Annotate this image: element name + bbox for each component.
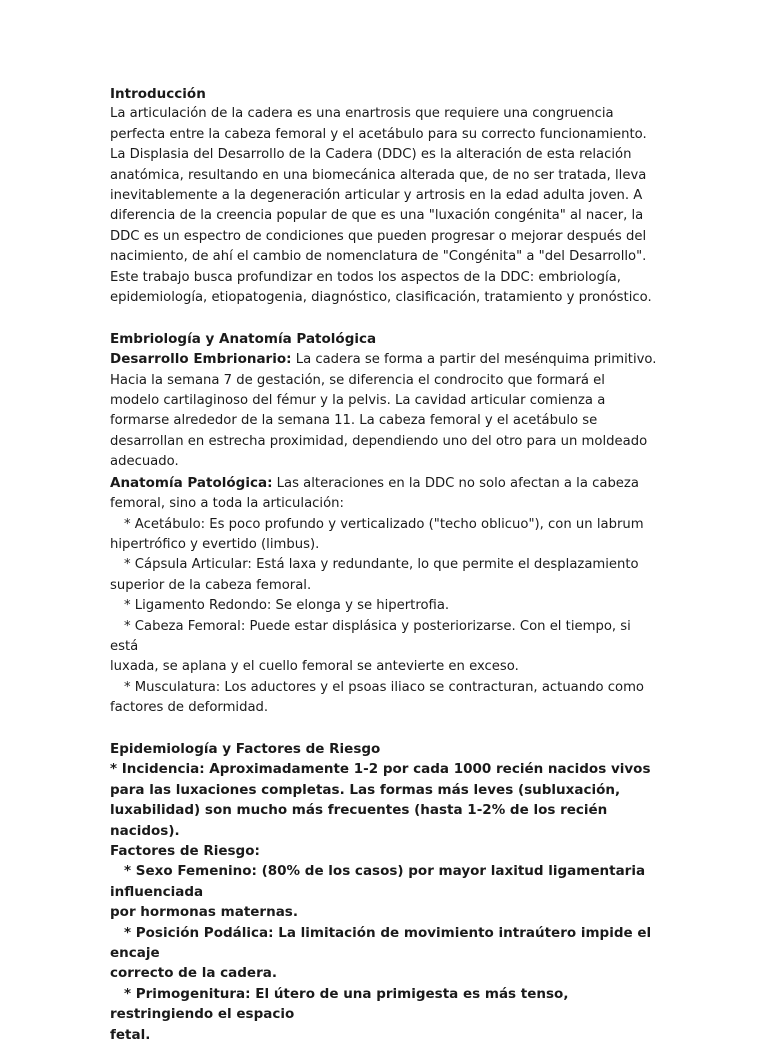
list-item-firstborn	[110, 984, 658, 1045]
pathological-anatomy-paragraph	[110, 473, 658, 515]
embryonic-development-paragraph	[110, 349, 658, 472]
list-item-text: factores de deformidad.	[110, 700, 269, 716]
list-item-text: * Posición Podálica: La limitación de movimiento intraútero impide el encaje	[110, 924, 652, 962]
list-item-femoral-head	[110, 617, 658, 678]
list-item-text: * Acetábulo: Es poco profundo y verticalizado ("techo oblicuo"), con un labrum	[124, 516, 644, 532]
list-item-text: * Primogenitura: El útero de una primigesta es más tenso, restringiendo el espacio	[110, 985, 569, 1023]
list-item-musculature	[110, 678, 658, 719]
list-item-text: fetal.	[110, 1026, 151, 1043]
intro-paragraph: La articulación de la cadera es una enartrosis que requiere una congruencia perfecta entre la cabeza femoral y el acetábulo para su correcto funcionamiento. La Displasia del Desarrollo de la Cadera (DDC) es la alteración de esta relación anatómica, resultando en una biomecánica alterada que, de no ser tratada, lleva inevitablemente a la degeneración articular y artrosis en la edad adulta joven. A diferencia de la creencia popular de que es una "luxación congénita" al nacer, la DDC es un espectro de condiciones que pueden progresar o mejorar después del nacimiento, de ahí el cambio de nomenclatura de "Congénita" a "del Desarrollo". Este trabajo busca profundizar en todos los aspectos de la DDC: embriología, epidemiología, etiopatogenia, diagnóstico, clasificación, tratamiento y pronóstico.	[110, 106, 652, 306]
epidemiology-heading: Epidemiología y Factores de Riesgo	[110, 740, 381, 757]
list-item-acetabulum	[110, 515, 658, 556]
list-item-text: * Ligamento Redondo: Se elonga y se hipertrofia.	[124, 598, 450, 614]
list-item-ligament	[110, 596, 658, 616]
list-item-text: superior de la cabeza femoral.	[110, 577, 312, 593]
intro-heading: Introducción	[110, 86, 206, 102]
list-item-text: hipertrófico y evertido (limbus).	[110, 536, 320, 552]
list-item-capsule	[110, 555, 658, 596]
list-item-text: * Cápsula Articular: Está laxa y redundante, lo que permite el desplazamiento	[124, 557, 639, 573]
list-item-text: correcto de la cadera.	[110, 965, 277, 982]
embryology-heading: Embriología y Anatomía Patológica	[110, 330, 377, 347]
list-item-text: luxada, se aplana y el cuello femoral se antevierte en exceso.	[110, 659, 519, 675]
embryonic-development-text: La cadera se forma a partir del mesénquima primitivo. Hacia la semana 7 de gestación, se diferencia el condrocito que formará el modelo cartilaginoso del fémur y la pelvis. La cavidad articular comienza a formarse alrededor de la semana 11. La cabeza femoral y el acetábulo se desarrollan en estrecha proximidad, dependiendo uno del otro para un moldeado adecuado.	[110, 352, 657, 470]
list-item-text: * Musculatura: Los aductores y el psoas iliaco se contracturan, actuando como	[124, 679, 644, 695]
list-item-text: * Cabeza Femoral: Puede estar displásica y posteriorizarse. Con el tiempo, si está	[110, 618, 631, 654]
pathological-anatomy-text: Las alteraciones en la DDC no solo afectan a la cabeza femoral, sino a toda la articulación:	[110, 475, 639, 512]
list-item-text: por hormonas maternas.	[110, 904, 298, 921]
pathological-anatomy-label: Anatomía Patológica:	[110, 474, 273, 491]
list-item-text: * Sexo Femenino: (80% de los casos) por mayor laxitud ligamentaria influenciada	[110, 863, 646, 900]
incidence-paragraph: * Incidencia: Aproximadamente 1-2 por cada 1000 recién nacidos vivos para las luxaciones completas. Las formas más leves (subluxación, luxabilidad) son mucho más frecuentes (hasta 1-2% de los recién nacidos).	[110, 761, 651, 839]
list-item-female-sex	[110, 861, 658, 922]
list-item-breech-position	[110, 923, 658, 984]
risk-factors-label: Factores de Riesgo:	[110, 843, 260, 859]
embryonic-development-label: Desarrollo Embrionario:	[110, 351, 292, 368]
